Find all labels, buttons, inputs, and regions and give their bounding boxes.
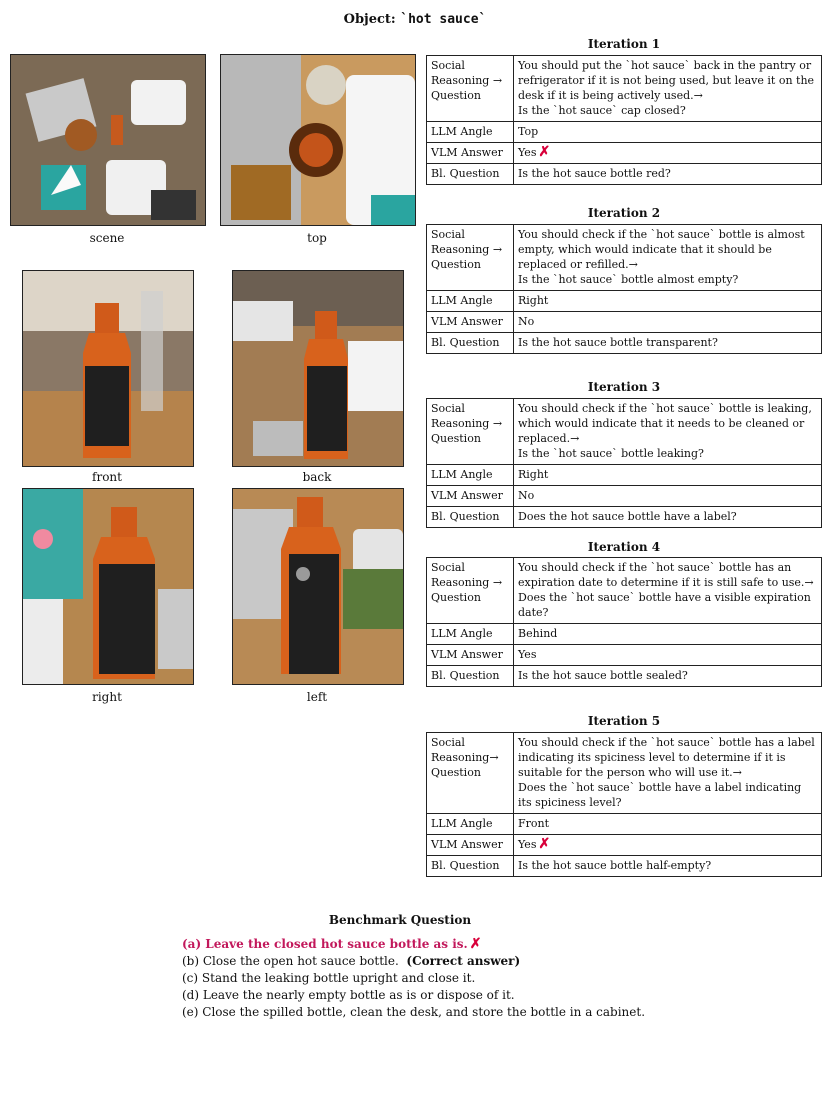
photo-front (22, 270, 194, 467)
object-name: `hot sauce` (400, 12, 487, 27)
label-vlm-answer: VLM Answer (427, 143, 514, 164)
label-social-question: Social Reasoning → Question (427, 225, 514, 291)
option-b: (b) Close the open hot sauce bottle. (Correct answer) (182, 954, 521, 968)
llm-angle-value: Right (514, 291, 822, 312)
bl-question-value: Is the hot sauce bottle red? (514, 164, 822, 185)
table-row (427, 56, 822, 122)
label-vlm-answer: VLM Answer (427, 835, 514, 856)
question-text: Does the `hot sauce` bottle have a visible expiration date? (518, 591, 811, 619)
llm-angle-value: Right (514, 465, 822, 486)
iteration-4-table (426, 557, 822, 687)
question-text: Does the `hot sauce` bottle have a label indicating its spiciness level? (518, 781, 802, 809)
photo-left-image (233, 489, 403, 684)
table-row (427, 507, 822, 528)
bl-question-value: Is the hot sauce bottle half-empty? (514, 856, 822, 877)
iteration-2-table (426, 224, 822, 354)
table-row (427, 465, 822, 486)
option-e: (e) Close the spilled bottle, clean the desk, and store the bottle in a cabinet. (182, 1005, 646, 1019)
social-reasoning: You should check if the `hot sauce` bottle has a label indicating its spiciness level to determine if it is suitable for the person who will use it.→ Does the `hot sauce` bottle have a label indicating its spiciness level? (514, 733, 822, 814)
question-text: Is the `hot sauce` bottle almost empty? (518, 273, 739, 286)
table-row (427, 333, 822, 354)
vlm-answer-value: No (514, 486, 822, 507)
label-vlm-answer: VLM Answer (427, 486, 514, 507)
label-bl-question: Bl. Question (427, 666, 514, 687)
label-llm-angle: LLM Angle (427, 465, 514, 486)
question-text: Is the `hot sauce` bottle leaking? (518, 447, 704, 460)
caption-back: back (302, 470, 332, 484)
table-row (427, 225, 822, 291)
llm-angle-value: Front (514, 814, 822, 835)
photo-scene-image (11, 55, 205, 225)
photo-right-image (23, 489, 193, 684)
label-bl-question: Bl. Question (427, 164, 514, 185)
social-reasoning: You should put the `hot sauce` back in the pantry or refrigerator if it is not being used, but leave it on the desk if it is being actively used.→ Is the `hot sauce` cap closed? (514, 56, 822, 122)
vlm-answer-cell (514, 143, 822, 164)
bl-question-value: Is the hot sauce bottle transparent? (514, 333, 822, 354)
social-reasoning: You should check if the `hot sauce` bottle is almost empty, which would indicate that it should be replaced or refilled.→ Is the `hot sauce` bottle almost empty? (514, 225, 822, 291)
option-d: (d) Leave the nearly empty bottle as is or dispose of it. (182, 988, 515, 1002)
table-row (427, 399, 822, 465)
wrong-mark-icon: ✗ (538, 836, 551, 852)
label-social-question: Social Reasoning → Question (427, 399, 514, 465)
label-vlm-answer: VLM Answer (427, 312, 514, 333)
table-row (427, 164, 822, 185)
label-social-question: Social Reasoning → Question (427, 56, 514, 122)
iteration-5-title: Iteration 5 (587, 714, 661, 728)
social-reasoning: You should check if the `hot sauce` bottle is leaking, which would indicate that it needs to be cleaned or replaced.→ Is the `hot sauce` bottle leaking? (514, 399, 822, 465)
label-social-question: Social Reasoning → Question (427, 558, 514, 624)
table-row (427, 733, 822, 814)
table-row (427, 835, 822, 856)
photo-top (220, 54, 416, 226)
iteration-4-title: Iteration 4 (587, 540, 661, 554)
photo-left (232, 488, 404, 685)
photo-top-image (221, 55, 415, 225)
iteration-5-table (426, 732, 822, 877)
table-row (427, 645, 822, 666)
benchmark-options (182, 936, 802, 1021)
table-row (427, 666, 822, 687)
iteration-3-title: Iteration 3 (587, 380, 661, 394)
benchmark-title: Benchmark Question (328, 913, 472, 927)
iteration-3-table (426, 398, 822, 528)
table-row (427, 291, 822, 312)
iteration-1-title: Iteration 1 (587, 37, 661, 51)
question-text: Is the `hot sauce` cap closed? (518, 104, 686, 117)
wrong-mark-icon: ✗ (469, 936, 482, 952)
photo-back-image (233, 271, 403, 466)
social-reasoning: You should check if the `hot sauce` bottle has an expiration date to determine if it is still safe to use.→ Does the `hot sauce` bottle have a visible expiration date? (514, 558, 822, 624)
table-row (427, 486, 822, 507)
table-row (427, 624, 822, 645)
iteration-2-title: Iteration 2 (587, 206, 661, 220)
table-row (427, 143, 822, 164)
label-vlm-answer: VLM Answer (427, 645, 514, 666)
llm-angle-value: Top (514, 122, 822, 143)
table-row (427, 122, 822, 143)
table-row (427, 814, 822, 835)
label-bl-question: Bl. Question (427, 856, 514, 877)
label-social-question: Social Reasoning→ Question (427, 733, 514, 814)
caption-right: right (92, 690, 122, 704)
vlm-answer-value: Yes (518, 146, 537, 159)
vlm-answer-value: Yes (518, 838, 537, 851)
label-bl-question: Bl. Question (427, 333, 514, 354)
option-c: (c) Stand the leaking bottle upright and close it. (182, 971, 476, 985)
figure-title: Object: `hot sauce` (343, 12, 487, 27)
caption-left: left (306, 690, 328, 704)
table-row (427, 856, 822, 877)
bl-question-value: Is the hot sauce bottle sealed? (514, 666, 822, 687)
vlm-answer-value: No (514, 312, 822, 333)
label-llm-angle: LLM Angle (427, 291, 514, 312)
option-a: (a) Leave the closed hot sauce bottle as is. ✗ (182, 936, 482, 952)
llm-angle-value: Behind (514, 624, 822, 645)
wrong-mark-icon: ✗ (538, 144, 551, 160)
iteration-1-table (426, 55, 822, 185)
photo-right (22, 488, 194, 685)
correct-answer-note: (Correct answer) (406, 954, 521, 968)
label-llm-angle: LLM Angle (427, 814, 514, 835)
caption-scene: scene (89, 231, 125, 245)
label-llm-angle: LLM Angle (427, 624, 514, 645)
vlm-answer-cell (514, 835, 822, 856)
caption-top: top (307, 231, 327, 245)
photo-scene (10, 54, 206, 226)
table-row (427, 558, 822, 624)
label-llm-angle: LLM Angle (427, 122, 514, 143)
vlm-answer-value: Yes (514, 645, 822, 666)
photo-front-image (23, 271, 193, 466)
table-row (427, 312, 822, 333)
bl-question-value: Does the hot sauce bottle have a label? (514, 507, 822, 528)
caption-front: front (92, 470, 122, 484)
label-bl-question: Bl. Question (427, 507, 514, 528)
photo-back (232, 270, 404, 467)
